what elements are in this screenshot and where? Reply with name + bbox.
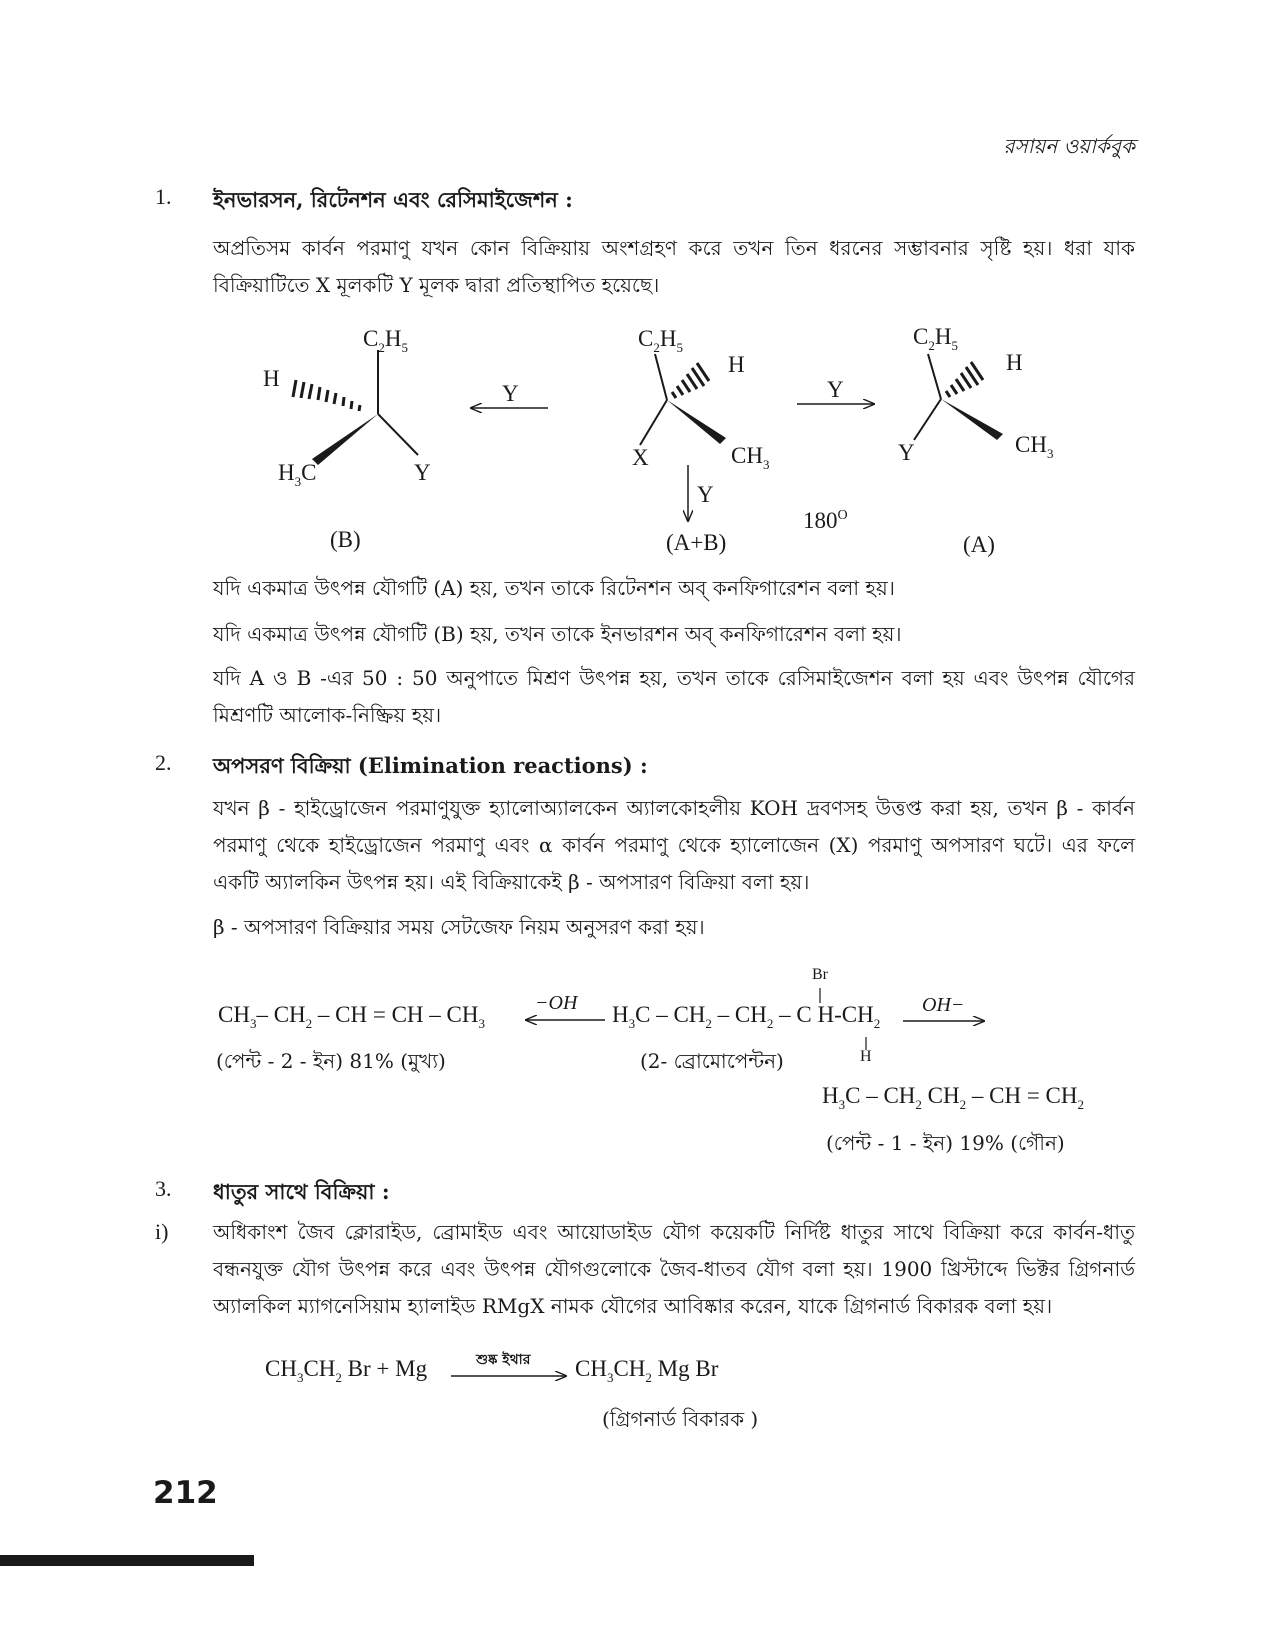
hash-m-h: [672, 363, 709, 398]
label-b: (B): [330, 527, 361, 552]
running-header: রসায়ন ওয়ার্কবুক: [1003, 134, 1135, 158]
label-br: Br: [812, 966, 828, 983]
label-a-c2h5: $C_2H_5$: [913, 324, 958, 353]
grignard-product: $CH_3CH_2$ Mg Br: [575, 1356, 719, 1385]
section-heading-3: ধাতুর সাথে বিক্রিয়া :: [213, 1179, 390, 1204]
section3-para: অধিকাংশ জৈব ক্লোরাইড, ব্রোমাইড এবং আয়োডাইড যৌগ কয়েকটি নির্দিষ্ট ধাতুর সাথে বিক্রিয়া করে কার্বন-ধাতু বন্ধনযুক্ত যৌগ উৎপন্ন করে এবং উৎপন্ন যৌগগুলোকে জৈব-ধাতব যৌগ বলা হয়। 1900 খ্রিস্টাব্দে ভিক্টর গ্রিগনার্ড অ্যালকিল ম্যাগনেসিয়াম হ্যালাইড RMgX নামক যৌগের আবিষ্কার করেন, যাকে গ্রিগনার্ড বিকারক বলা হয়।: [213, 1220, 1135, 1318]
hash-a-h: [946, 362, 983, 397]
label-b-h3c: $H_3C$: [278, 460, 317, 489]
line-inversion: যদি একমাত্র উৎপন্ন যৌগটি (B) হয়, তখন তাকে ইনভারশন অব্ কনফিগারেশন বলা হয়।: [213, 622, 902, 646]
label-a-h: H: [1006, 350, 1023, 375]
section-heading-1: ইনভারসন, রিটেনশন এবং রেসিমাইজেশন :: [213, 187, 573, 212]
label-b-c2h5: $C_2H_5$: [363, 326, 408, 355]
label-b-y: Y: [414, 460, 431, 485]
line-racemization: যদি A ও B -এর 50 : 50 অনুপাতে মিশ্রণ উৎপন্ন হয়, তখন তাকে রেসিমাইজেশন বলা হয় এবং উৎপন্ন যৌগের মিশ্রণটি আলোক-নিষ্ক্রিয় হয়।: [213, 666, 1135, 727]
section-number-1: 1.: [155, 184, 172, 209]
label-a-y: Y: [898, 440, 915, 465]
bond-a-c2h5: [928, 354, 941, 399]
footer-bar: [0, 1555, 254, 1566]
page-number: 212: [153, 1475, 218, 1511]
label-m-x: X: [632, 445, 649, 470]
label-a-plus-b: (A+B): [666, 530, 727, 555]
bond-m-x: [640, 400, 667, 445]
saytzeff-rule: β - অপসারণ বিক্রিয়ার সময় সেটজেফ নিয়ম অনুসরণ করা হয়।: [213, 915, 705, 939]
section-number-3: 3.: [155, 1176, 172, 1201]
grignard-reactants: $CH_3CH_2$ Br + Mg: [265, 1356, 428, 1385]
line-retention: যদি একমাত্র উৎপন্ন যৌগটি (A) হয়, তখন তাকে রিটেনশন অব্ কনফিগারেশন বলা হয়।: [213, 576, 895, 600]
label-down-y: Y: [697, 482, 714, 507]
wedge-a-ch3: [941, 399, 1003, 440]
reactant-name: (2- ব্রোমোপেন্টন): [640, 1049, 784, 1073]
arrow-label-right: Y: [827, 377, 844, 402]
hash-b-h: [293, 380, 360, 411]
arrow-label-left: Y: [502, 381, 519, 406]
grignard-product-name: (গ্রিগনার্ড বিকারক ): [602, 1407, 759, 1431]
label-m-ch3: $CH_3$: [731, 443, 770, 472]
bond-m-c2h5: [655, 354, 667, 400]
label-b-h: H: [263, 366, 280, 391]
grignard-condition: শুষ্ক ইথার: [476, 1352, 531, 1368]
section-number-2: 2.: [155, 750, 172, 775]
label-angle: $180^O$: [803, 508, 848, 533]
product1-name: (পেন্ট - 2 - ইন) 81% (মুখ্য): [216, 1049, 446, 1073]
bond-a-y: [914, 399, 941, 440]
wedge-b-h3c: [312, 414, 378, 465]
reactant-formula: $H_3C - CH_2 - CH_2$ – C $H-CH_2$: [612, 1002, 881, 1031]
product2-name: (পেন্ট - 1 - ইন) 19% (গৌন): [826, 1131, 1065, 1155]
product2-formula: $H_3C - CH_2$ $CH_2$ – CH = $CH_2$: [822, 1083, 1084, 1112]
section1-intro: অপ্রতিসম কার্বন পরমাণু যখন কোন বিক্রিয়ায় অংশগ্রহণ করে তখন তিন ধরনের সম্ভাবনার সৃষ্টি হয়। ধরা যাক বিক্রিয়াটিতে X মূলকটি Y মূলক দ্বারা প্রতিস্থাপিত হয়েছে।: [213, 236, 1135, 297]
label-oh-left: −OH: [535, 992, 578, 1014]
section-heading-2: অপসরণ বিক্রিয়া (Elimination reactions) :: [213, 753, 648, 778]
label-m-h: H: [728, 352, 745, 377]
subsection-number-i: i): [155, 1219, 169, 1244]
bond-b-y: [378, 414, 418, 455]
wedge-m-ch3: [667, 400, 726, 444]
label-a-ch3: $CH_3$: [1015, 432, 1054, 461]
label-a: (A): [963, 532, 995, 557]
product1-formula: $CH_3-$ $CH_2$ – CH = CH – $CH_3$: [218, 1002, 485, 1031]
label-m-c2h5: $C_2H_5$: [638, 326, 683, 355]
label-h-sub: H: [860, 1048, 872, 1065]
section2-para: যখন β - হাইড্রোজেন পরমাণুযুক্ত হ্যালোঅ্যালকেন অ্যালকোহলীয় KOH দ্রবণসহ উত্তপ্ত করা হয়, তখন β - কার্বন পরমাণু থেকে হাইড্রোজেন পরমাণু এবং α কার্বন পরমাণু থেকে হ্যালোজেন (X) পরমাণু অপসারণ ঘটে। এর ফলে একটি অ্যালকিন উৎপন্ন হয়। এই বিক্রিয়াকেই β - অপসারণ বিক্রিয়া বলা হয়।: [213, 796, 1135, 894]
label-oh-right: OH−: [922, 994, 965, 1016]
